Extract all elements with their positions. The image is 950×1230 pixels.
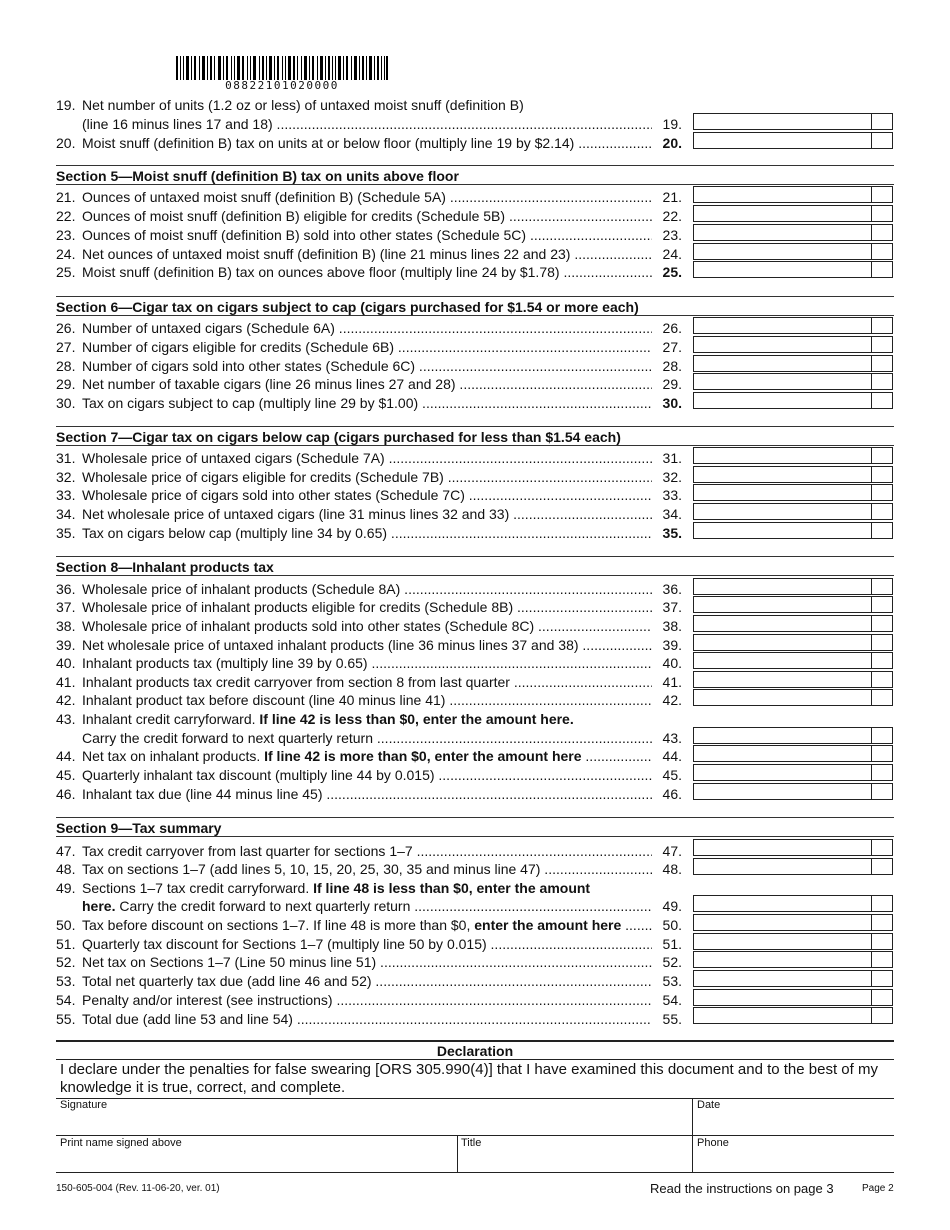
line-45-field[interactable] [693, 764, 893, 781]
section-rule [56, 184, 894, 185]
line-ref: 29. [662, 376, 682, 392]
line-ref: 40. [662, 655, 682, 671]
declaration-rule [56, 1059, 894, 1060]
line-number: 39. [56, 637, 76, 653]
declaration-text: I declare under the penalties for false swearing [ORS 305.990(4)] that I have examined this document and to the best of my knowledge it is true, correct, and complete. [60, 1061, 878, 1096]
line-26-field[interactable] [693, 317, 893, 334]
line-text: Ounces of moist snuff (definition B) sold into other states (Schedule 5C) ..... [82, 227, 652, 243]
line-number: 24. [56, 246, 76, 262]
section-rule [56, 426, 894, 427]
line-number: 23. [56, 227, 76, 243]
print-name-label: Print name signed above [60, 1137, 182, 1149]
line-55-field[interactable] [693, 1007, 893, 1024]
line-number: 49. [56, 880, 76, 896]
line-number: 26. [56, 320, 76, 336]
line-number: 54. [56, 992, 76, 1008]
line-number: 51. [56, 936, 76, 952]
line-text-bold: If line 42 is more than $0, enter the amount here [264, 748, 582, 764]
line-number: 40. [56, 655, 76, 671]
line-ref: 35. [662, 525, 682, 541]
line-number: 20. [56, 135, 76, 151]
line-ref: 25. [662, 264, 682, 280]
line-29-field[interactable] [693, 373, 893, 390]
line-ref: 51. [662, 936, 682, 952]
line-number: 41. [56, 674, 76, 690]
line-42-field[interactable] [693, 689, 893, 706]
line-25-field[interactable] [693, 261, 893, 278]
line-ref: 42. [662, 692, 682, 708]
line-text: Inhalant product tax before discount (line 40 minus line 41) ..... [82, 692, 652, 708]
line-text-bold: here. [82, 898, 116, 914]
line-text: Wholesale price of inhalant products sold into other states (Schedule 8C) ..... [82, 618, 652, 634]
line-ref: 38. [662, 618, 682, 634]
line-number: 47. [56, 843, 76, 859]
line-54-field[interactable] [693, 989, 893, 1006]
line-text-regular: Net tax on inhalant products. [82, 748, 265, 764]
line-number: 50. [56, 917, 76, 933]
line-number: 46. [56, 786, 76, 802]
line-text: Tax on cigars subject to cap (multiply line 29 by $1.00) ..... [82, 395, 652, 411]
line-text: Net number of units (1.2 oz or less) of untaxed moist snuff (definition B) [82, 97, 524, 113]
line-40-field[interactable] [693, 652, 893, 669]
line-ref: 50. [662, 917, 682, 933]
line-text: Quarterly inhalant tax discount (multiply line 44 by 0.015) ..... [82, 767, 652, 783]
barcode-image [176, 56, 388, 80]
line-ref: 49. [662, 898, 682, 914]
line-ref: 48. [662, 861, 682, 877]
line-number: 29. [56, 376, 76, 392]
line-text: Carry the credit forward to next quarterly return ..... [82, 730, 652, 746]
line-text: Net number of taxable cigars (line 26 minus lines 27 and 28) ..... [82, 376, 652, 392]
line-text [82, 880, 652, 896]
line-number: 43. [56, 711, 76, 727]
title-label: Title [461, 1137, 482, 1149]
line-number: 19. [56, 97, 76, 113]
line-44-field[interactable] [693, 745, 893, 762]
line-text: Net tax on Sections 1–7 (Line 50 minus line 51) ..... [82, 954, 652, 970]
line-ref: 43. [662, 730, 682, 746]
line-27-field[interactable] [693, 336, 893, 353]
line-text: Number of cigars eligible for credits (Schedule 6B) ..... [82, 339, 652, 355]
line-34-field[interactable] [693, 503, 893, 520]
section-6-title: Section 6—Cigar tax on cigars subject to cap (cigars purchased for $1.54 or more each) [56, 299, 639, 315]
line-text: Quarterly tax discount for Sections 1–7 (multiply line 50 by 0.015) ..... [82, 936, 652, 952]
line-ref: 55. [662, 1011, 682, 1027]
line-46-field[interactable] [693, 783, 893, 800]
section-5-title: Section 5—Moist snuff (definition B) tax on units above floor [56, 168, 459, 184]
line-ref: 31. [662, 450, 682, 466]
line-ref: 33. [662, 487, 682, 503]
line-text: Wholesale price of untaxed cigars (Schedule 7A) ..... [82, 450, 652, 466]
line-number: 33. [56, 487, 76, 503]
line-number: 35. [56, 525, 76, 541]
line-38-field[interactable] [693, 615, 893, 632]
section-7-title: Section 7—Cigar tax on cigars below cap (cigars purchased for less than $1.54 each) [56, 429, 621, 445]
line-number: 55. [56, 1011, 76, 1027]
line-text: Inhalant tax due (line 44 minus line 45) ..... [82, 786, 652, 802]
line-ref: 36. [662, 581, 682, 597]
line-text: Wholesale price of inhalant products eligible for credits (Schedule 8B) ..... [82, 599, 652, 615]
line-number: 48. [56, 861, 76, 877]
line-number: 30. [56, 395, 76, 411]
line-43-field[interactable] [693, 727, 893, 744]
line-text-bold: If line 42 is less than $0, enter the amount here. [259, 711, 574, 727]
line-text [82, 898, 652, 914]
line-ref: 47. [662, 843, 682, 859]
line-51-field[interactable] [693, 933, 893, 950]
line-text: Number of cigars sold into other states (Schedule 6C) ..... [82, 358, 652, 374]
line-41-field[interactable] [693, 671, 893, 688]
line-text: Total net quarterly tax due (add line 46 and 52) ..... [82, 973, 652, 989]
form-id: 150-605-004 (Rev. 11-06-20, ver. 01) [56, 1183, 220, 1194]
section-rule [56, 315, 894, 316]
line-35-field[interactable] [693, 522, 893, 539]
line-ref: 30. [662, 395, 682, 411]
section-rule [56, 817, 894, 818]
line-text [82, 711, 652, 727]
line-number: 22. [56, 208, 76, 224]
section-rule [56, 556, 894, 557]
line-text: Tax on sections 1–7 (add lines 5, 10, 15, 20, 25, 30, 35 and minus line 47) ..... [82, 861, 652, 877]
line-text-regular: Sections 1–7 tax credit carryforward. [82, 880, 314, 896]
line-ref: 32. [662, 469, 682, 485]
phone-label: Phone [697, 1137, 729, 1149]
line-ref: 37. [662, 599, 682, 615]
line-ref: 46. [662, 786, 682, 802]
line-number: 21. [56, 189, 76, 205]
line-text: Ounces of untaxed moist snuff (definition B) (Schedule 5A) ..... [82, 189, 652, 205]
line-text: Moist snuff (definition B) tax on ounces above floor (multiply line 24 by $1.78) ..... [82, 264, 652, 280]
line-number: 45. [56, 767, 76, 783]
line-text [82, 748, 652, 764]
line-ref: 27. [662, 339, 682, 355]
line-text: Number of untaxed cigars (Schedule 6A) ..... [82, 320, 652, 336]
line-number: 28. [56, 358, 76, 374]
line-ref: 21. [662, 189, 682, 205]
line-ref: 34. [662, 506, 682, 522]
line-text: Tax credit carryover from last quarter for sections 1–7 ..... [82, 843, 652, 859]
line-50-field[interactable] [693, 914, 893, 931]
line-ref: 39. [662, 637, 682, 653]
line-number: 44. [56, 748, 76, 764]
section-9-title: Section 9—Tax summary [56, 820, 222, 836]
line-ref: 44. [662, 748, 682, 764]
line-ref: 22. [662, 208, 682, 224]
line-19-field[interactable] [693, 113, 893, 130]
line-49-field[interactable] [693, 895, 893, 912]
line-28-field[interactable] [693, 355, 893, 372]
line-53-field[interactable] [693, 970, 893, 987]
line-number: 32. [56, 469, 76, 485]
line-32-field[interactable] [693, 466, 893, 483]
line-ref: 20. [662, 135, 682, 151]
line-text: Inhalant products tax credit carryover from section 8 from last quarter ..... [82, 674, 652, 690]
line-text: Net wholesale price of untaxed inhalant products (line 36 minus lines 37 and 38) ..... [82, 637, 652, 653]
line-24-field[interactable] [693, 243, 893, 260]
declaration-title: Declaration [436, 1043, 514, 1059]
line-number: 37. [56, 599, 76, 615]
line-text-bold: enter the amount here [474, 917, 622, 933]
line-37-field[interactable] [693, 596, 893, 613]
line-text [82, 917, 652, 933]
section-rule [56, 296, 894, 297]
line-number: 42. [56, 692, 76, 708]
line-ref: 53. [662, 973, 682, 989]
line-number: 34. [56, 506, 76, 522]
line-number: 25. [56, 264, 76, 280]
section-rule [56, 165, 894, 166]
line-text: Inhalant products tax (multiply line 39 by 0.65) ..... [82, 655, 652, 671]
line-text: Net ounces of untaxed moist snuff (definition B) (line 21 minus lines 22 and 23) ..... [82, 246, 652, 262]
title-field[interactable] [458, 1136, 692, 1172]
line-number: 27. [56, 339, 76, 355]
line-31-field[interactable] [693, 447, 893, 464]
line-ref: 28. [662, 358, 682, 374]
date-label: Date [697, 1099, 721, 1111]
instructions-note: Read the instructions on page 3 [650, 1181, 834, 1196]
line-text: Tax on cigars below cap (multiply line 34 by 0.65) ..... [82, 525, 652, 541]
signature-label: Signature [60, 1099, 108, 1111]
line-text: Net wholesale price of untaxed cigars (line 31 minus lines 32 and 33) ..... [82, 506, 652, 522]
line-text-regular: Carry the credit forward to next quarterly return [115, 898, 411, 914]
line-ref: 54. [662, 992, 682, 1008]
line-30-field[interactable] [693, 392, 893, 409]
line-47-field[interactable] [693, 839, 893, 856]
date-field[interactable] [693, 1099, 894, 1135]
line-22-field[interactable] [693, 205, 893, 222]
line-39-field[interactable] [693, 634, 893, 651]
line-number: 53. [56, 973, 76, 989]
line-ref: 52. [662, 954, 682, 970]
line-33-field[interactable] [693, 484, 893, 501]
line-text: Penalty and/or interest (see instructions) ..... [82, 992, 652, 1008]
line-52-field[interactable] [693, 951, 893, 968]
line-text: Moist snuff (definition B) tax on units at or below floor (multiply line 19 by $2.14) ..... [82, 135, 652, 151]
declaration-rule [56, 1040, 894, 1042]
page-number: Page 2 [862, 1183, 894, 1194]
signature-rule [56, 1172, 894, 1173]
line-text: Wholesale price of inhalant products (Schedule 8A) ..... [82, 581, 652, 597]
line-text: (line 16 minus lines 17 and 18) ..... [82, 116, 652, 132]
line-48-field[interactable] [693, 858, 893, 875]
line-ref: 23. [662, 227, 682, 243]
barcode-number: 08822101020000 [225, 79, 339, 92]
line-23-field[interactable] [693, 224, 893, 241]
line-text: Total due (add line 53 and line 54) ..... [82, 1011, 652, 1027]
line-ref: 41. [662, 674, 682, 690]
line-ref: 24. [662, 246, 682, 262]
line-text: Wholesale price of cigars sold into other states (Schedule 7C) ..... [82, 487, 652, 503]
signature-field[interactable] [56, 1099, 692, 1135]
line-text-bold: If line 48 is less than $0, enter the amount [313, 880, 591, 896]
line-text: Ounces of moist snuff (definition B) eligible for credits (Schedule 5B) ..... [82, 208, 652, 224]
print-name-field[interactable] [56, 1136, 457, 1172]
line-36-field[interactable] [693, 578, 893, 595]
line-number: 31. [56, 450, 76, 466]
line-number: 38. [56, 618, 76, 634]
section-8-title: Section 8—Inhalant products tax [56, 559, 274, 575]
line-text-regular: Tax before discount on sections 1–7. If line 48 is more than $0, [82, 917, 475, 933]
phone-field[interactable] [693, 1136, 894, 1172]
line-ref: 45. [662, 767, 682, 783]
line-number: 36. [56, 581, 76, 597]
line-21-field[interactable] [693, 186, 893, 203]
line-text: Wholesale price of cigars eligible for credits (Schedule 7B) ..... [82, 469, 652, 485]
section-rule [56, 575, 894, 576]
line-ref: 19. [662, 116, 682, 132]
section-rule [56, 836, 894, 837]
line-text-regular: Inhalant credit carryforward. [82, 711, 260, 727]
line-ref: 26. [662, 320, 682, 336]
line-20-field[interactable] [693, 132, 893, 149]
section-rule [56, 445, 894, 446]
line-number: 52. [56, 954, 76, 970]
